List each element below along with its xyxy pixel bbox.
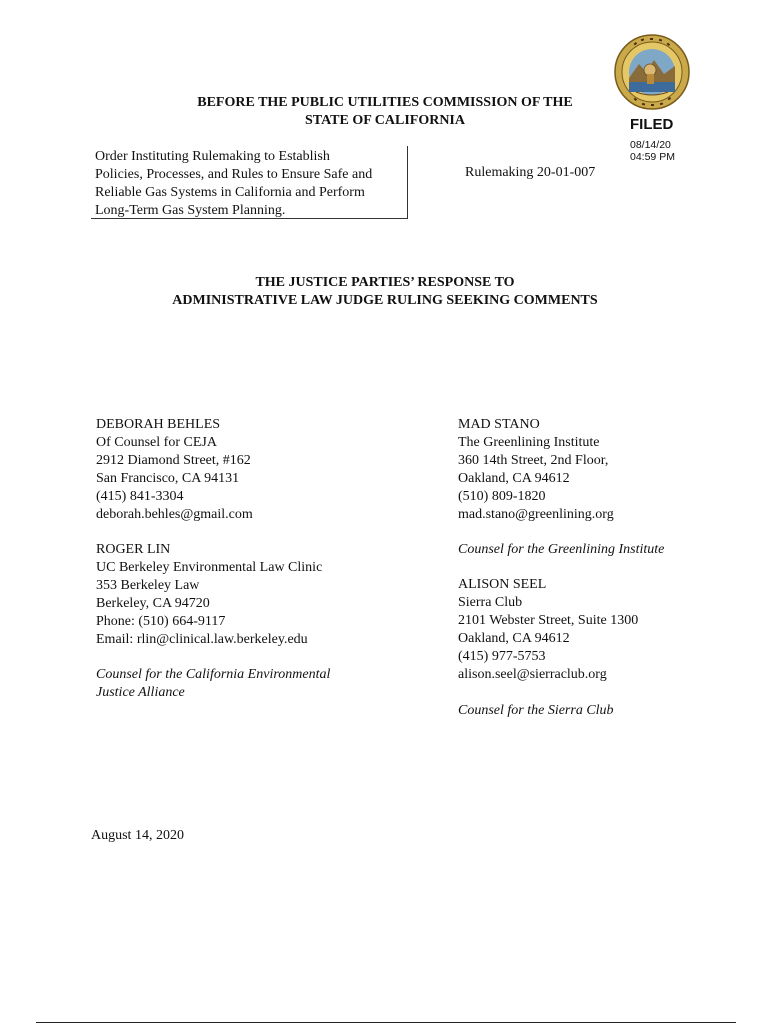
contact-line: Sierra Club: [458, 595, 523, 610]
contact-line: 353 Berkeley Law: [96, 578, 200, 593]
counsel-line: Justice Alliance: [96, 685, 185, 700]
document-date: August 14, 2020: [91, 828, 184, 843]
caption-divider-vertical: [407, 146, 408, 218]
caption-line: Order Instituting Rulemaking to Establish: [95, 149, 330, 164]
contact-email: Email: rlin@clinical.law.berkeley.edu: [96, 632, 308, 647]
caption-divider-horizontal: [91, 218, 408, 219]
contact-phone: Phone: (510) 664-9117: [96, 614, 226, 629]
heading-line-1: BEFORE THE PUBLIC UTILITIES COMMISSION OF THE: [197, 95, 573, 110]
caption-line: Reliable Gas Systems in California and Perform: [95, 185, 365, 200]
contact-line: Oakland, CA 94612: [458, 471, 570, 486]
counsel-sierra-club: [458, 702, 614, 720]
counsel-line: Counsel for the California Environmental: [96, 667, 331, 682]
contact-line: Of Counsel for CEJA: [96, 435, 217, 450]
contact-line: San Francisco, CA 94131: [96, 471, 240, 486]
contact-phone: (415) 977-5753: [458, 649, 546, 664]
filed-stamp: [630, 116, 675, 163]
filed-date: 08/14/20: [630, 139, 671, 151]
case-caption: [95, 148, 403, 220]
contact-line: 2912 Diamond Street, #162: [96, 453, 251, 468]
contact-line: UC Berkeley Environmental Law Clinic: [96, 560, 323, 575]
contact-seel: [458, 576, 638, 684]
contact-email: alison.seel@sierraclub.org: [458, 667, 607, 682]
title-line-1: THE JUSTICE PARTIES’ RESPONSE TO: [255, 275, 515, 290]
contact-email: deborah.behles@gmail.com: [96, 507, 253, 522]
contact-behles: [96, 416, 253, 524]
filed-label: FILED: [630, 116, 674, 133]
filed-time: 04:59 PM: [630, 151, 675, 163]
title-line-2: ADMINISTRATIVE LAW JUDGE RULING SEEKING COMMENTS: [172, 293, 598, 308]
contact-line: Berkeley, CA 94720: [96, 596, 210, 611]
contact-line: 2101 Webster Street, Suite 1300: [458, 613, 639, 628]
contact-phone: (415) 841-3304: [96, 489, 184, 504]
contact-phone: (510) 809-1820: [458, 489, 546, 504]
counsel-line: Counsel for the Greenlining Institute: [458, 542, 665, 557]
contact-name: DEBORAH BEHLES: [96, 417, 221, 432]
counsel-greenlining: [458, 541, 664, 559]
contact-line: 360 14th Street, 2nd Floor,: [458, 453, 609, 468]
contact-name: ROGER LIN: [96, 542, 171, 557]
caption-line: Long-Term Gas System Planning.: [95, 203, 286, 218]
contact-line: The Greenlining Institute: [458, 435, 600, 450]
contact-line: Oakland, CA 94612: [458, 631, 570, 646]
court-heading: [120, 94, 650, 130]
contact-email: mad.stano@greenlining.org: [458, 507, 614, 522]
counsel-line: Counsel for the Sierra Club: [458, 703, 614, 718]
caption-line: Policies, Processes, and Rules to Ensure Safe and: [95, 167, 373, 182]
contact-stano: [458, 416, 614, 524]
contact-lin: [96, 541, 322, 649]
counsel-cej-alliance: [96, 666, 330, 702]
contact-name: MAD STANO: [458, 417, 540, 432]
heading-line-2: STATE OF CALIFORNIA: [305, 113, 465, 128]
rulemaking-number: Rulemaking 20-01-007: [465, 165, 596, 180]
document-title: [100, 274, 670, 310]
contact-name: ALISON SEEL: [458, 577, 547, 592]
footer-rule: [36, 1022, 736, 1023]
